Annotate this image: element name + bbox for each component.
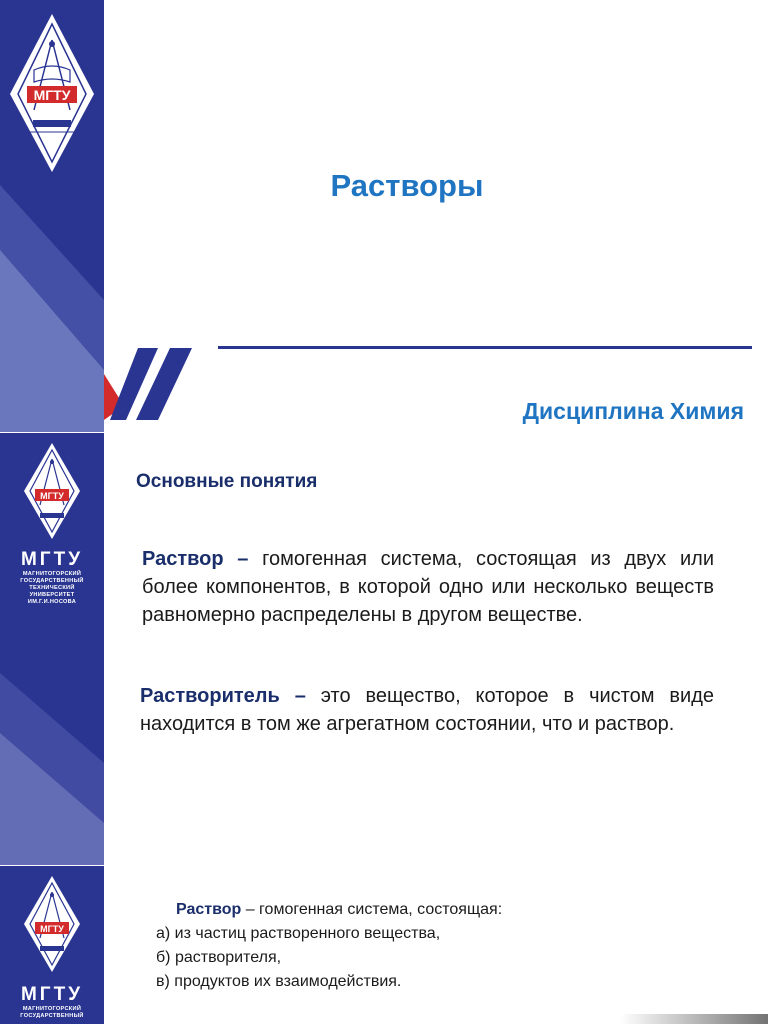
slide-solution-composition xyxy=(0,866,768,1024)
definition-text: это вещество, которое в чистом виде находится в том же агрегатном состоянии, что и раствор. xyxy=(140,685,714,735)
definition-text: гомогенная система, состоящая из двух или более компонентов, в которой одно или несколько веществ равномерно распределены в другом веществе. xyxy=(142,548,714,626)
list-item: в) продуктов их взаимодействия. xyxy=(156,973,402,990)
presentation-title: Растворы xyxy=(330,168,484,203)
slide2-sidebar xyxy=(0,433,104,865)
page-edge-shadow xyxy=(620,1014,768,1024)
brand-name: МГТУ xyxy=(20,984,84,1005)
section-heading: Основные понятия xyxy=(136,471,318,492)
slide1-sidebar xyxy=(0,0,104,432)
mgtu-logo-icon xyxy=(0,433,104,543)
title-divider xyxy=(218,346,752,349)
slide3-sidebar xyxy=(0,866,104,1024)
brand-name: МГТУ xyxy=(20,549,84,570)
brand-block xyxy=(0,984,104,1020)
brand-subtitle-line: УНИВЕРСИТЕТ xyxy=(29,592,75,598)
composition-term: Раствор xyxy=(176,901,242,918)
definition-term: Растворитель – xyxy=(140,685,306,707)
list-item: б) растворителя, xyxy=(156,949,282,966)
slide-basic-concepts xyxy=(0,433,768,865)
logo-text: МГТУ xyxy=(40,491,64,501)
brand-block xyxy=(0,549,104,606)
composition-intro xyxy=(156,898,502,922)
brand-subtitle-line: МАГНИТОГОРСКИЙ xyxy=(22,1006,82,1012)
mgtu-logo-icon xyxy=(0,866,104,976)
brand-subtitle-line: ГОСУДАРСТВЕННЫЙ xyxy=(20,1013,84,1019)
logo-text: МГТУ xyxy=(40,924,64,934)
list-item: а) из частиц растворенного вещества, xyxy=(156,925,441,942)
slide-title xyxy=(0,0,768,432)
discipline-subtitle: Дисциплина Химия xyxy=(522,398,744,424)
definition-solvent xyxy=(140,682,714,738)
logo-text: МГТУ xyxy=(33,87,71,103)
brand-subtitle-line: ТЕХНИЧЕСКИЙ xyxy=(29,585,75,591)
brand-subtitle-line: ИМ.Г.И.НОСОВА xyxy=(27,599,77,605)
brand-subtitle-line: ГОСУДАРСТВЕННЫЙ xyxy=(20,578,84,584)
composition-intro-text: – гомогенная система, состоящая: xyxy=(241,901,503,918)
mgtu-logo-icon xyxy=(0,0,104,175)
definition-solution xyxy=(142,545,714,629)
brand-subtitle-line: МАГНИТОГОРСКИЙ xyxy=(22,571,82,577)
definition-term: Раствор – xyxy=(142,548,249,570)
decorative-chevrons-icon xyxy=(104,346,224,426)
composition-list xyxy=(156,898,502,994)
